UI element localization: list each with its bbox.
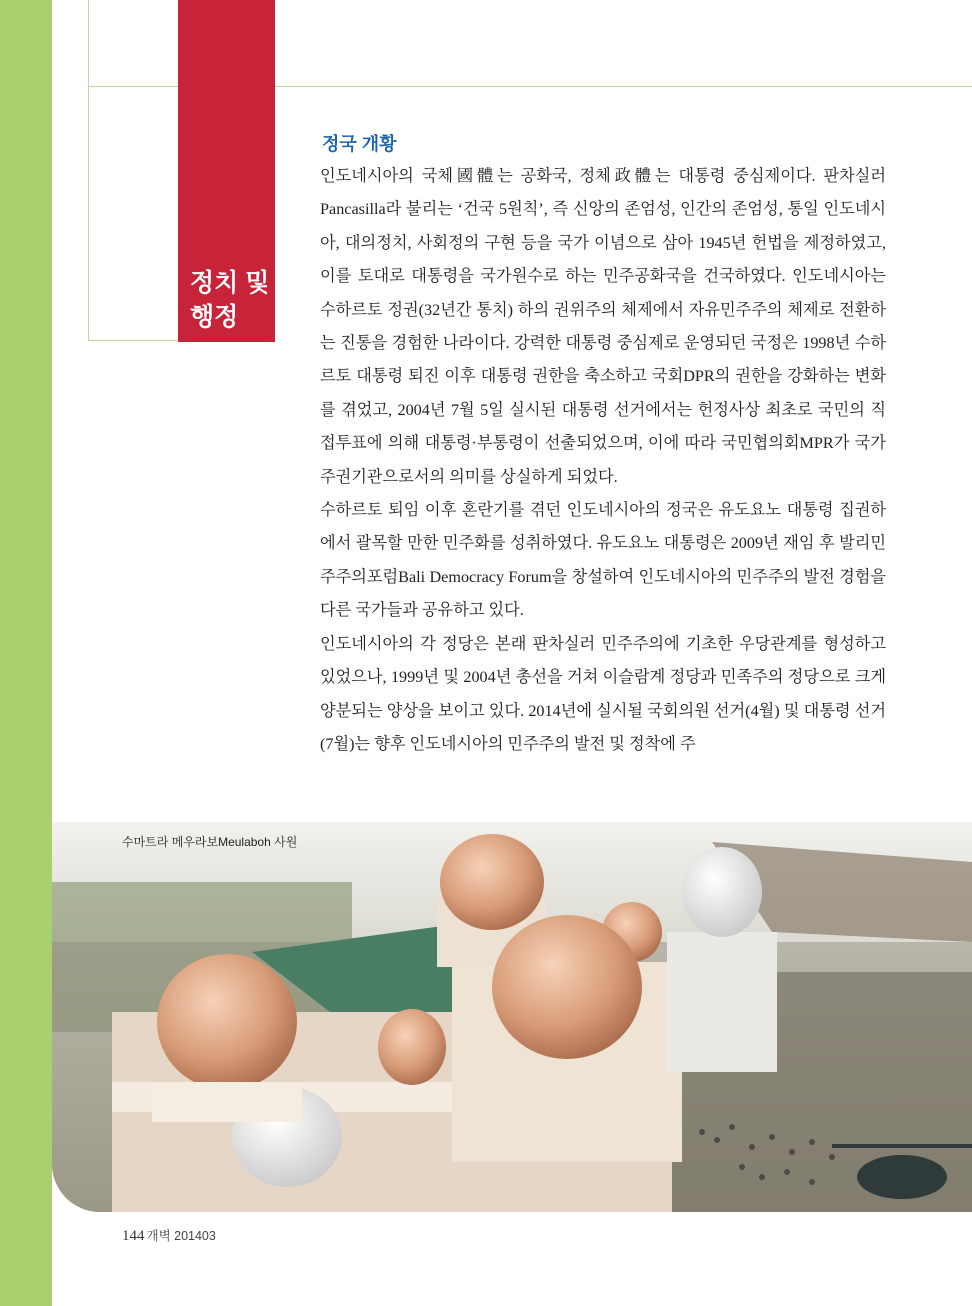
paragraph: 인도네시아의 각 정당은 본래 판차실러 민주주의에 기초한 우당관계를 형성하고 있었으나, 1999년 및 2004년 총선을 거쳐 이슬람계 정당과 민족주의 정당으로 크게 양분되는 양상을 보이고 있다. 2014년에 실시될 국회의원 선거(4월) 및 대통령 선거(7월)는 향후 인도네시아의 민주주의 발전 및 정착에 주 — [320, 634, 886, 753]
paragraph: 수하르토 퇴임 이후 혼란기를 겪던 인도네시아의 정국은 유도요노 대통령 집권하에서 괄목할 만한 민주화를 성취하였다. 유도요노 대통령은 2009년 재임 후 발리민주주의포럼Bali Democracy Forum을 창설하여 인도네시아의 민주주의 발전 경험을 다른 국가들과 공유하고 있다. — [320, 501, 886, 620]
sidebar-rule — [88, 0, 89, 340]
tab-title-line1: 정치 및 — [190, 269, 270, 297]
page-number: 144 — [122, 1228, 145, 1244]
sidebar-rule-bottom — [88, 340, 178, 341]
tab-title-line2: 행정 — [190, 303, 239, 331]
mosque-illustration — [52, 822, 972, 1212]
photo-caption: 수마트라 메우라보Meulaboh 사원 — [122, 835, 298, 849]
paragraph: 인도네시아의 국체國體는 공화국, 정체政體는 대통령 중심제이다. 판차실러Pancasilla라 불리는 ‘건국 5원칙’, 즉 신앙의 존엄성, 인간의 존엄성, 통일 인도네시아, 대의정치, 사회정의 구현 등을 국가 이념으로 삼아 1945년 헌법을 제정하였고, 이를 토대로 대통령을 국가원수로 하는 민주공화국을 건국하였다. 인도네시아는 수하르토 정권(32년간 통치) 하의 권위주의 체제에서 자유민주주의 체제로 전환하는 진통을 경험한 나라이다. 강력한 대통령 중심제로 운영되던 국정은 1998년 수하르토 대통령 퇴진 이후 대통령 권한을 축소하고 국회DPR의 권한을 강화하는 변화를 겪었고, 2004년 7월 5일 실시된 대통령 선거에서는 헌정사상 최초로 국민의 직접투표에 의해 대통령·부통령이 선출되었으며, 이에 따라 국민협의회MPR가 국가주권기관으로서의 의미를 상실하게 되었다. — [320, 167, 886, 486]
section-heading: 정국 개황 — [322, 134, 397, 154]
article-body — [320, 160, 886, 761]
magazine-issue: 개벽 201403 — [146, 1229, 216, 1243]
page-folio — [122, 1226, 216, 1245]
mosque-photo — [52, 822, 972, 1212]
section-tab-title — [190, 266, 269, 334]
